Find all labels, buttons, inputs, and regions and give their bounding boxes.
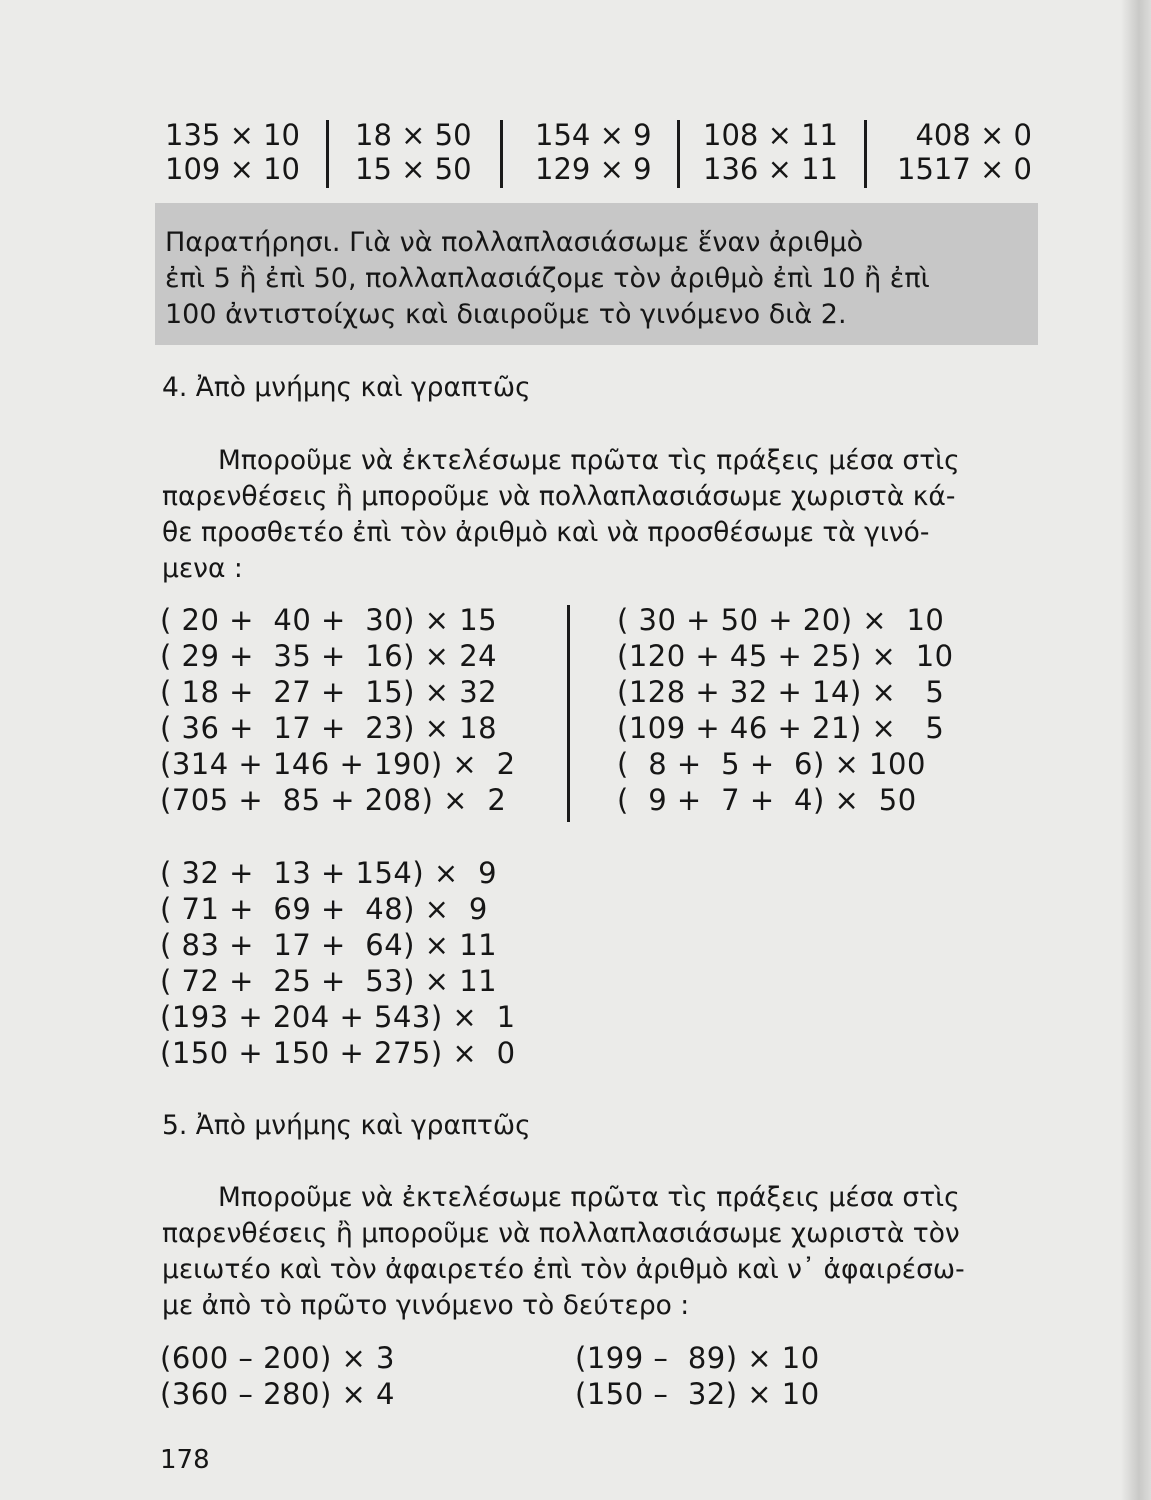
page-number: 178 [160,1445,210,1475]
top-table-cell: 18 × 50 15 × 50 [355,118,472,186]
exercise-item: (600 – 200) × 3 [160,1341,395,1375]
exercise-item: (128 + 32 + 14) × 5 [617,675,945,709]
exercise-list-left [160,1340,395,1412]
column-divider [500,120,503,188]
exercise-item: (150 + 150 + 275) × 0 [160,1036,516,1070]
exercise-list-left [160,602,516,818]
column-divider [864,120,867,188]
note-line: Παρατήρησι. Γιὰ νὰ πολλαπλασιάσωμε ἕναν ἀριθμὸ [165,227,864,258]
exercise-item: (705 + 85 + 208) × 2 [160,783,507,817]
exercise-item: ( 72 + 25 + 53) × 11 [160,964,498,998]
top-table-cell: 108 × 11 136 × 11 [703,118,838,186]
exercise-item: (193 + 204 + 543) × 1 [160,1000,516,1034]
paragraph-line: Μποροῦμε νὰ ἐκτελέσωμε πρῶτα τὶς πράξεις μέσα στὶς [218,1182,960,1213]
exercise-item: ( 30 + 50 + 20) × 10 [617,603,945,637]
paragraph-line: θε προσθετέο ἐπὶ τὸν ἀριθμὸ καὶ νὰ προσθέσωμε τὰ γινό- [162,517,930,548]
note-line: ἐπὶ 5 ἢ ἐπὶ 50, πολλαπλασιάζομε τὸν ἀριθμὸ ἐπὶ 10 ἢ ἐπὶ [165,263,930,294]
exercise-item: (150 – 32) × 10 [575,1377,820,1411]
exercise-item: ( 8 + 5 + 6) × 100 [617,747,926,781]
exercise-item: (109 + 46 + 21) × 5 [617,711,945,745]
exercise-item: (314 + 146 + 190) × 2 [160,747,516,781]
exercise-list-right [575,1340,820,1412]
exercise-item: ( 29 + 35 + 16) × 24 [160,639,498,673]
exercise-item: ( 83 + 17 + 64) × 11 [160,928,498,962]
top-table-cell: 135 × 10 109 × 10 [165,118,300,186]
note-line: 100 ἀντιστοίχως καὶ διαιροῦμε τὸ γινόμενο διὰ 2. [165,299,847,330]
paragraph-line: παρενθέσεις ἢ μποροῦμε νὰ πολλαπλασιάσωμε χωριστὰ κά- [162,481,956,512]
section-4-heading: 4. Ἀπὸ μνήμης καὶ γραπτῶς [162,372,531,403]
exercise-item: (199 – 89) × 10 [575,1341,820,1375]
column-divider [567,605,570,822]
column-divider [326,120,329,188]
exercise-item: (120 + 45 + 25) × 10 [617,639,954,673]
paragraph-line: μενα : [162,553,243,584]
paragraph-line: Μποροῦμε νὰ ἐκτελέσωμε πρῶτα τὶς πράξεις μέσα στὶς [218,445,960,476]
paragraph-line: με ἀπὸ τὸ πρῶτο γινόμενο τὸ δεύτερο : [162,1290,690,1321]
paragraph-line: μειωτέο καὶ τὸν ἀφαιρετέο ἐπὶ τὸν ἀριθμὸ καὶ ν᾽ ἀφαιρέσω- [162,1254,965,1285]
section-5-heading: 5. Ἀπὸ μνήμης καὶ γραπτῶς [162,1110,531,1141]
exercise-list-right [617,602,954,818]
column-divider [677,120,680,188]
exercise-list-lower [160,855,516,1071]
exercise-item: (360 – 280) × 4 [160,1377,395,1411]
page-spine-shadow [1121,0,1151,1500]
top-table-cell: 154 × 9 129 × 9 [535,118,652,186]
exercise-item: ( 9 + 7 + 4) × 50 [617,783,917,817]
note-box [155,203,1038,345]
paragraph-line: παρενθέσεις ἢ μποροῦμε νὰ πολλαπλασιάσωμε χωριστὰ τὸν [162,1218,960,1249]
top-table-cell: 408 × 0 1517 × 0 [897,118,1032,186]
exercise-item: ( 36 + 17 + 23) × 18 [160,711,498,745]
exercise-item: ( 20 + 40 + 30) × 15 [160,603,498,637]
exercise-item: ( 71 + 69 + 48) × 9 [160,892,488,926]
exercise-item: ( 18 + 27 + 15) × 32 [160,675,498,709]
exercise-item: ( 32 + 13 + 154) × 9 [160,856,498,890]
